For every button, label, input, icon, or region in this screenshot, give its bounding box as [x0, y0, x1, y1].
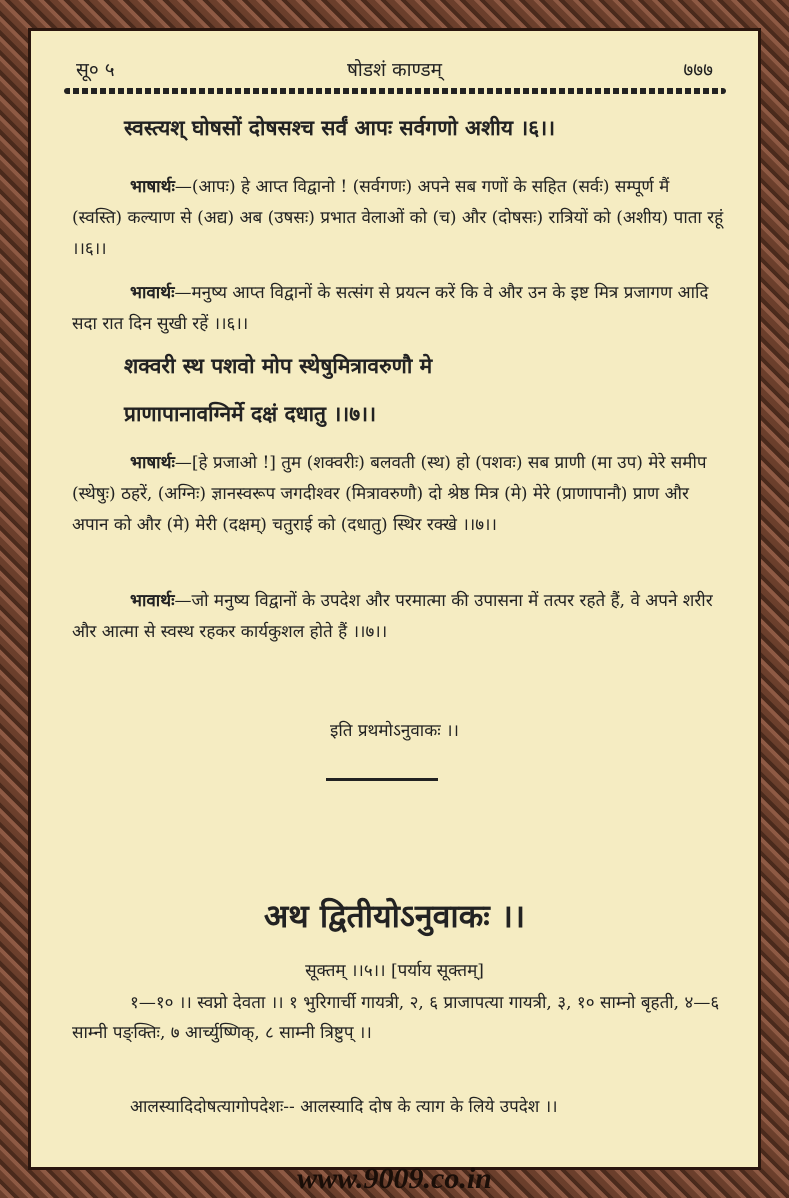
scanned-page — [36, 36, 753, 1162]
bhavartha-text: —जो मनुष्य विद्वानों के उपदेश और परमात्मा की उपासना में तत्पर रहते हैं, वे अपने शरीर और आत्मा से स्वस्थ रहकर कार्यकुशल होते हैं ।।७।। — [72, 591, 713, 642]
verse-6-bhashartha — [72, 172, 724, 265]
bhavartha-label: भावार्थः — [130, 591, 175, 611]
upadesha-line: आलस्यादिदोषत्यागोपदेशः-- आलस्यादि दोष के त्याग के लिये उपदेश ।। — [130, 1097, 558, 1117]
header-sukta-number: सू० ५ — [76, 59, 115, 81]
bhavartha-text: —मनुष्य आप्त विद्वानों के सत्संग से प्रयत्न करें कि वे और उन के इष्ट मित्र प्रजागण आदि सदा रात दिन सुखी रहें ।।६।। — [72, 283, 709, 334]
bhavartha-label: भावार्थः — [130, 283, 175, 303]
header-rule — [64, 88, 726, 94]
verse-6-bhavartha — [72, 278, 724, 340]
verse-7-mantra-line-2: प्राणापानावग्निर्मे दक्षं दधातु ।।७।। — [124, 401, 377, 426]
verse-6-mantra: स्वस्त्यश् घोषसों दोषसश्च सर्वं आपः सर्वगणो अशीय ।६।। — [124, 115, 556, 140]
bhashartha-label: भाषार्थः — [130, 177, 175, 197]
website-watermark: www.9009.co.in — [297, 1162, 492, 1195]
sukta-metadata: १—१० ।। स्वप्नो देवता ।। १ भुरिगार्ची गायत्री, २, ६ प्राजापत्या गायत्री, ३, १० साम्नो बृहती, ४—६ साम्नी पङ्क्तिः, ७ आर्च्युष्णिक्, ८ साम्नी त्रिष्टुप् ।। — [72, 993, 720, 1043]
verse-7-bhashartha — [72, 448, 724, 541]
verse-7-mantra-line-1: शक्वरी स्थ पशवो मोप स्थेषुमित्रावरुणौ मे — [124, 353, 433, 378]
verse-7-bhavartha — [72, 586, 724, 648]
section-divider — [326, 778, 438, 781]
section-title: अथ द्वितीयोऽनुवाकः ।। — [263, 897, 526, 935]
bhashartha-text: —[हे प्रजाओ !] तुम (शक्वरीः) बलवती (स्थ) हो (पशवः) सब प्राणी (मा उप) मेरे समीप (स्थेषुः) ठहरें, (अग्निः) ज्ञानस्वरूप जगदीश्वर (मित्रावरुणौ) दो श्रेष्ठ मित्र (मे) मेरे (प्राणापानौ) प्राण और अपान को और (मे) मेरी (दक्षम्) चतुराई को (दधातु) स्थिर रक्खे ।।७।। — [72, 453, 707, 535]
bhashartha-text: —(आपः) हे आप्त विद्वानो ! (सर्वगणः) अपने सब गणों के सहित (सर्वः) सम्पूर्ण मैं (स्वस्ति) कल्याण से (अद्य) अब (उषसः) प्रभात वेलाओं को (च) और (दोषसः) रात्रियों को (अशीय) पाता रहूं ।।६।। — [72, 177, 724, 259]
page-header — [58, 50, 731, 80]
sukta-heading: सूक्तम् ।।५।। [पर्याय सूक्तम्] — [305, 961, 484, 981]
bhashartha-label: भाषार्थः — [130, 453, 175, 473]
header-kanda-title: षोडशं काण्डम् — [346, 59, 443, 81]
iti-anuvaka: इति प्रथमोऽनुवाकः ।। — [330, 721, 459, 741]
header-page-number: ७७७ — [683, 59, 713, 81]
